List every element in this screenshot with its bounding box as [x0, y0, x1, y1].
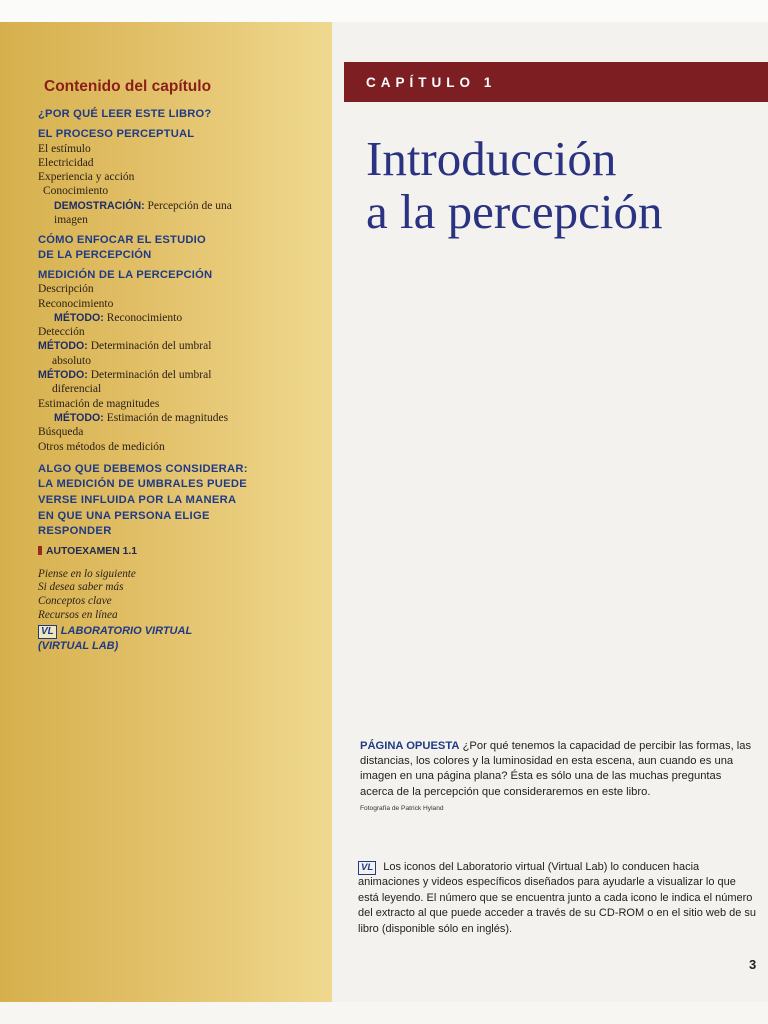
vl-icon: VL: [38, 625, 57, 639]
toc-item-text: Detección: [38, 326, 85, 339]
table-of-contents: [38, 78, 318, 653]
toc-item-text: Descripción: [38, 283, 94, 296]
toc-virtual-lab: [38, 624, 318, 653]
toc-extra-item: Recursos en línea: [38, 608, 118, 621]
heading-line: MEDICIÓN DE LA PERCEPCIÓN: [38, 268, 213, 281]
chapter-banner: [344, 62, 768, 102]
toc-item-text: Estimación de magnitudes: [38, 397, 160, 410]
toc-section-heading: [38, 233, 318, 262]
toc-item: [38, 297, 318, 311]
toc-item: [38, 142, 318, 156]
toc-section-heading: [38, 107, 318, 121]
toc-item-text: Determinación del umbral: [90, 369, 212, 382]
toc-item-label: MÉTODO:: [38, 369, 88, 382]
toc-sections: [38, 107, 318, 454]
autoexamen-label: AUTOEXAMEN 1.1: [46, 545, 138, 557]
photo-caption: [360, 739, 755, 816]
toc-title: Contenido del capítulo: [44, 78, 212, 95]
toc-item-text: Experiencia y acción: [38, 171, 135, 184]
caption-text: ¿Por qué tenemos la capacidad de percibir las formas, las distancias, los colores y la luminosidad en esta escena, aun cuando es una imagen en una página plana? Ésta es sólo una de las muchas preguntas acerca de la percepción que consideraremos en este libro.: [360, 740, 752, 798]
page-number: 3: [749, 957, 757, 972]
virtual-lab-note: [358, 860, 758, 937]
toc-item-text: Reconocimiento: [38, 297, 114, 310]
toc-item-text: Estimación de magnitudes: [106, 411, 229, 424]
caption-label: PÁGINA OPUESTA: [360, 740, 460, 752]
toc-extra-item: Piense en lo siguiente: [38, 567, 136, 580]
toc-item: [38, 339, 318, 353]
algo-line: ALGO QUE DEBEMOS CONSIDERAR:: [38, 462, 248, 475]
toc-item-text: Reconocimiento: [106, 311, 183, 324]
algo-line: EN QUE UNA PERSONA ELIGE: [38, 509, 210, 522]
toc-item: [38, 311, 318, 325]
vl-icon: VL: [358, 861, 376, 875]
toc-algo-section: [38, 462, 318, 540]
title-line-2: a la percepción: [366, 184, 663, 239]
toc-item: [38, 325, 318, 339]
toc-item-label: MÉTODO:: [54, 411, 104, 424]
heading-line: EL PROCESO PERCEPTUAL: [38, 128, 195, 141]
toc-section-heading: [38, 127, 318, 141]
chapter-title: [366, 132, 756, 238]
toc-item-continuation: absoluto: [52, 354, 91, 367]
algo-line: VERSE INFLUIDA POR LA MANERA: [38, 494, 237, 507]
toc-item: [38, 425, 318, 439]
vl-note-text: Los iconos del Laboratorio virtual (Virtual Lab) lo conducen hacia animaciones y videos específicos diseñados para ayudarle a visualizar lo que está leyendo. El número que se encuentra junto a cada icono le indica el número del extracto al que puede acceder a través de su CD-ROM o en el sitio web de su libro (disponible sólo en inglés).: [358, 861, 757, 935]
toc-item-continuation: diferencial: [52, 383, 102, 396]
toc-extra-item: Si desea saber más: [38, 581, 124, 594]
toc-item-text: El estímulo: [38, 142, 91, 155]
toc-item: [38, 282, 318, 296]
toc-item-label: DEMOSTRACIÓN:: [54, 199, 145, 212]
photo-credit: Fotografía de Patrick Hyland: [360, 804, 444, 812]
chapter-number: CAPÍTULO 1: [366, 75, 497, 90]
algo-line: LA MEDICIÓN DE UMBRALES PUEDE: [38, 478, 248, 491]
toc-section-heading: [38, 268, 318, 282]
vl-line-2: (VIRTUAL LAB): [38, 640, 119, 653]
toc-item: [38, 440, 318, 454]
title-line-1: Introducción: [366, 131, 617, 186]
bottom-margin: [0, 1002, 768, 1024]
toc-item: [38, 411, 318, 425]
toc-item-text: Determinación del umbral: [90, 340, 212, 353]
toc-item: [38, 199, 318, 213]
heading-line: ¿POR QUÉ LEER ESTE LIBRO?: [38, 108, 212, 120]
toc-item-text: Electricidad: [38, 156, 94, 169]
heading-line: DE LA PERCEPCIÓN: [38, 248, 152, 261]
toc-item-continuation: imagen: [54, 214, 88, 227]
toc-autoexamen: [38, 546, 318, 557]
top-margin: [0, 0, 768, 22]
toc-item: [38, 368, 318, 382]
toc-item-text: Percepción de una: [147, 199, 232, 212]
toc-item: [38, 184, 318, 198]
heading-line: CÓMO ENFOCAR EL ESTUDIO: [38, 234, 206, 247]
algo-line: RESPONDER: [38, 525, 112, 538]
toc-item-label: MÉTODO:: [54, 311, 104, 324]
toc-item-text: Búsqueda: [38, 426, 84, 439]
toc-item: [38, 156, 318, 170]
vl-line-1: LABORATORIO VIRTUAL: [60, 625, 193, 638]
red-bar-icon: [38, 546, 42, 555]
toc-item-text: Otros métodos de medición: [38, 440, 165, 453]
toc-item-label: MÉTODO:: [38, 340, 88, 353]
toc-item-text: Conocimiento: [43, 185, 109, 198]
toc-item: [38, 397, 318, 411]
toc-item: [38, 170, 318, 184]
toc-italic-items: [38, 568, 318, 622]
toc-extra-item: Conceptos clave: [38, 594, 112, 607]
